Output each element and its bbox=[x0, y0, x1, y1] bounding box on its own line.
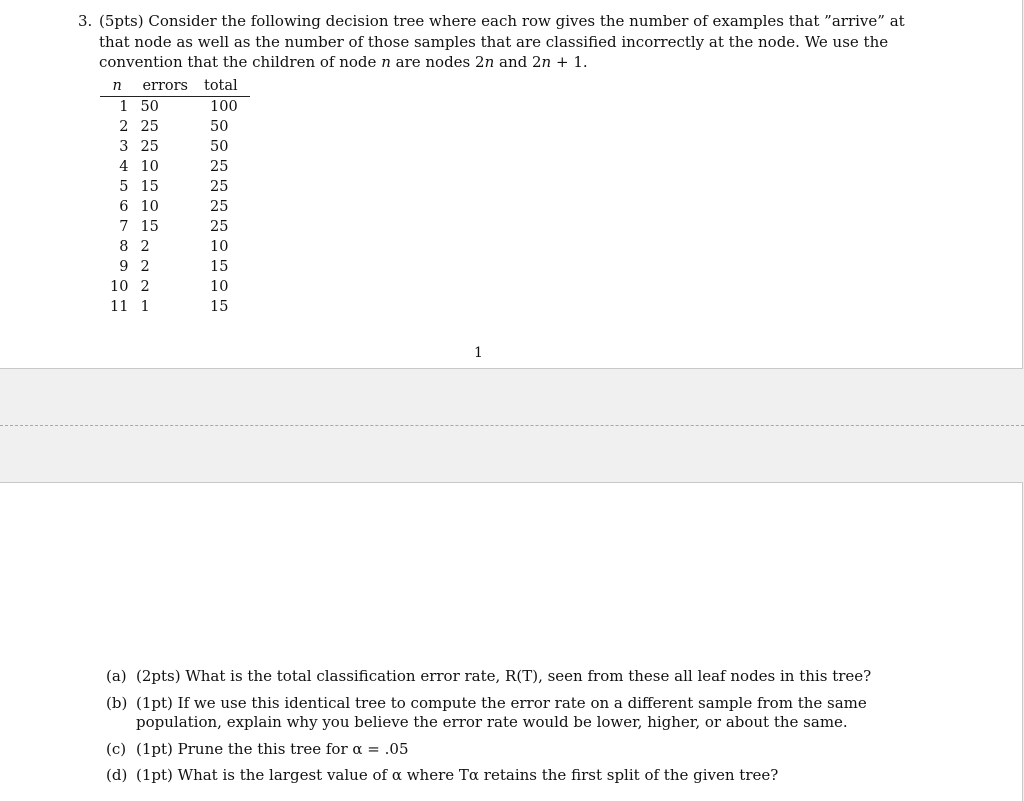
cell-errors: 50 bbox=[140, 99, 159, 115]
table-row bbox=[100, 257, 250, 277]
cell-total: 10 bbox=[210, 239, 229, 255]
table-row bbox=[100, 297, 250, 317]
cell-total: 25 bbox=[210, 199, 229, 215]
cell-total: 15 bbox=[210, 259, 229, 275]
part-text: (1pt) What is the largest value of α where Tα retains the first split of the given tree? bbox=[136, 766, 779, 784]
cell-total: 25 bbox=[210, 219, 229, 235]
node-error-table bbox=[100, 76, 250, 317]
part-label: (b) bbox=[106, 693, 128, 712]
cell-errors: 2 bbox=[140, 279, 150, 295]
part-text: (2pts) What is the total classification error rate, R(T), seen from these all leaf nodes in this tree? bbox=[136, 667, 872, 685]
table-header-row bbox=[100, 76, 250, 97]
table-row bbox=[100, 237, 250, 257]
cell-total: 25 bbox=[210, 159, 229, 175]
part-c bbox=[106, 740, 916, 760]
cell-node: 4 bbox=[119, 159, 129, 175]
cell-node: 2 bbox=[119, 119, 129, 135]
part-a bbox=[106, 667, 916, 687]
cell-node: 6 bbox=[119, 199, 129, 215]
cell-node: 3 bbox=[119, 139, 129, 155]
question-3 bbox=[78, 11, 908, 73]
table-row bbox=[100, 157, 250, 177]
cell-errors: 15 bbox=[140, 219, 159, 235]
table-row bbox=[100, 277, 250, 297]
cell-node: 7 bbox=[119, 219, 129, 235]
cell-node: 10 bbox=[110, 279, 129, 295]
question-text: (5pts) Consider the following decision tree where each row gives the number of examples that ”arrive” at that node as well as the number of those samples that are classified incorrectly at the node. We use the convention that the children of node n are nodes 2n and 2n + 1. bbox=[99, 12, 905, 71]
table-body bbox=[100, 97, 250, 318]
header-total: total bbox=[204, 78, 238, 94]
cell-total: 10 bbox=[210, 279, 229, 295]
cell-errors: 1 bbox=[140, 299, 150, 315]
table-row bbox=[100, 97, 250, 118]
cell-node: 9 bbox=[119, 259, 129, 275]
cell-errors: 15 bbox=[140, 179, 159, 195]
table-row bbox=[100, 137, 250, 157]
part-label: (c) bbox=[106, 739, 127, 758]
cell-node: 8 bbox=[119, 239, 129, 255]
cell-errors: 10 bbox=[140, 159, 159, 175]
cell-total: 50 bbox=[210, 139, 229, 155]
part-label: (d) bbox=[106, 766, 128, 784]
cell-total: 25 bbox=[210, 179, 229, 195]
table-row bbox=[100, 197, 250, 217]
header-n: n bbox=[112, 78, 122, 94]
part-text: (1pt) Prune the this tree for α = .05 bbox=[136, 739, 409, 758]
cell-errors: 25 bbox=[140, 139, 159, 155]
page-number: 1 bbox=[474, 345, 483, 361]
document-page-1 bbox=[0, 0, 1023, 369]
cell-errors: 10 bbox=[140, 199, 159, 215]
cell-node: 5 bbox=[119, 179, 129, 195]
cell-node: 11 bbox=[110, 299, 129, 315]
table-row bbox=[100, 217, 250, 237]
part-text: (1pt) If we use this identical tree to compute the error rate on a different sample from the same population, explain why you believe the error rate would be lower, higher, or about the same. bbox=[136, 693, 867, 731]
page-break-divider bbox=[0, 425, 1024, 426]
cell-total: 100 bbox=[210, 99, 238, 115]
part-b bbox=[106, 694, 916, 733]
cell-errors: 2 bbox=[140, 259, 150, 275]
table-row bbox=[100, 117, 250, 137]
part-label: (a) bbox=[106, 667, 127, 685]
cell-total: 15 bbox=[210, 299, 229, 315]
cell-node: 1 bbox=[119, 99, 129, 115]
header-errors: errors bbox=[142, 78, 188, 94]
table-row bbox=[100, 177, 250, 197]
question-parts bbox=[106, 667, 916, 793]
cell-errors: 2 bbox=[140, 239, 150, 255]
cell-total: 50 bbox=[210, 119, 229, 135]
question-number: 3. bbox=[78, 12, 93, 30]
part-d bbox=[106, 766, 916, 786]
cell-errors: 25 bbox=[140, 119, 159, 135]
